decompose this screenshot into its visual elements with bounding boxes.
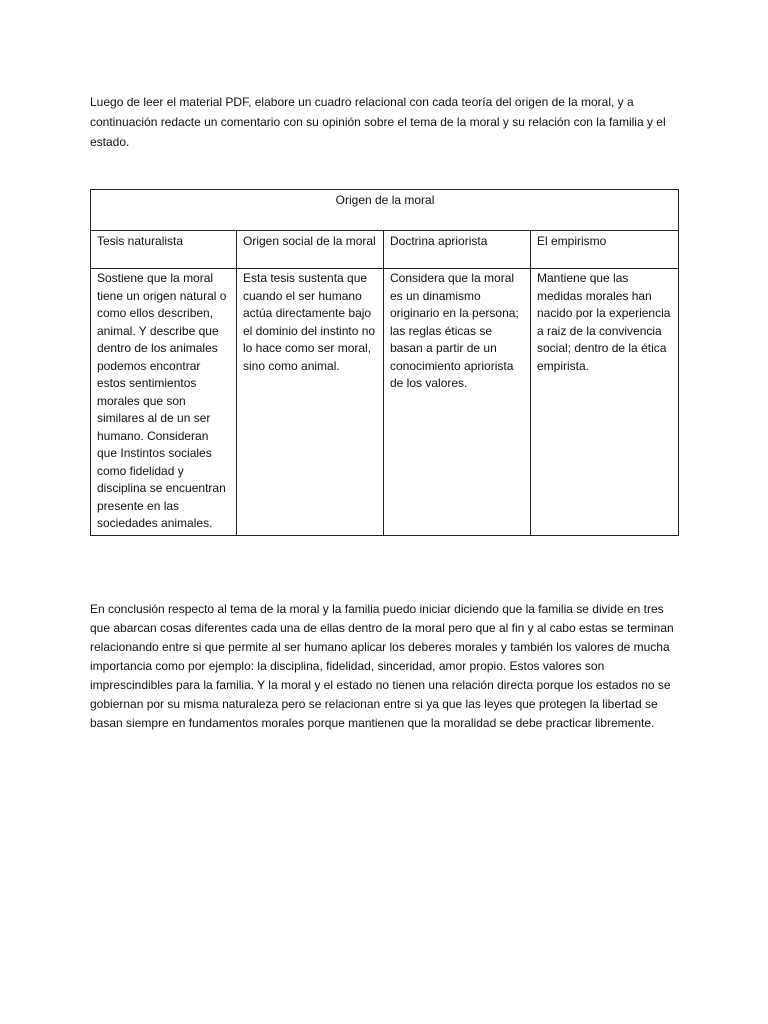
conclusion-paragraph: En conclusión respecto al tema de la moral y la familia puedo iniciar diciendo que la familia se divide en tres que abarcan cosas diferentes cada una de ellas dentro de la moral pero que al fin y al cabo estas se terminan relacionando entre si que permite al ser humano aplicar los deberes morales y también los valores de mucha importancia como por ejemplo: la disciplina, fidelidad, sinceridad, amor propio. Estos valores son imprescindibles para la familia. Y la moral y el estado no tienen una relación directa porque los estados no se gobiernan por su misma naturaleza pero se relacionan entre si ya que las leyes que protegen la libertad se basan siempre en fundamentos morales porque mantienen que la moralidad se debe practicar libremente. (90, 602, 674, 730)
table-row (91, 269, 679, 536)
header-empirismo: El empirismo (531, 231, 679, 269)
table-title: Origen de la moral (91, 190, 679, 231)
header-doctrina-apriorista: Doctrina apriorista (384, 231, 531, 269)
header-tesis-naturalista: Tesis naturalista (91, 231, 237, 269)
cell-tesis-naturalista: Sostiene que la moral tiene un origen natural o como ellos describen, animal. Y describe que dentro de los animales podemos encontrar estos sentimientos morales que son similares al de un ser humano. Consideran que Instintos sociales como fidelidad y disciplina se encuentran presente en las sociedades animales. (91, 269, 237, 536)
cell-empirismo: Mantiene que las medidas morales han nacido por la experiencia a raiz de la convivencia social; dentro de la ética empirista. (531, 269, 679, 536)
header-origen-social: Origen social de la moral (237, 231, 384, 269)
assignment-instructions: Luego de leer el material PDF, elabore un cuadro relacional con cada teoría del origen de la moral, y a continuación redacte un comentario con su opinión sobre el tema de la moral y su relación con la familia y el estado. (90, 95, 666, 149)
table-title-row (91, 190, 679, 231)
origin-of-morality-table (90, 189, 679, 536)
cell-origen-social: Esta tesis sustenta que cuando el ser humano actúa directamente bajo el dominio del instinto no lo hace como ser moral, sino como animal. (237, 269, 384, 536)
table-header-row (91, 231, 679, 269)
cell-doctrina-apriorista: Considera que la moral es un dinamismo originario en la persona; las reglas éticas se basan a partir de un conocimiento apriorista de los valores. (384, 269, 531, 536)
